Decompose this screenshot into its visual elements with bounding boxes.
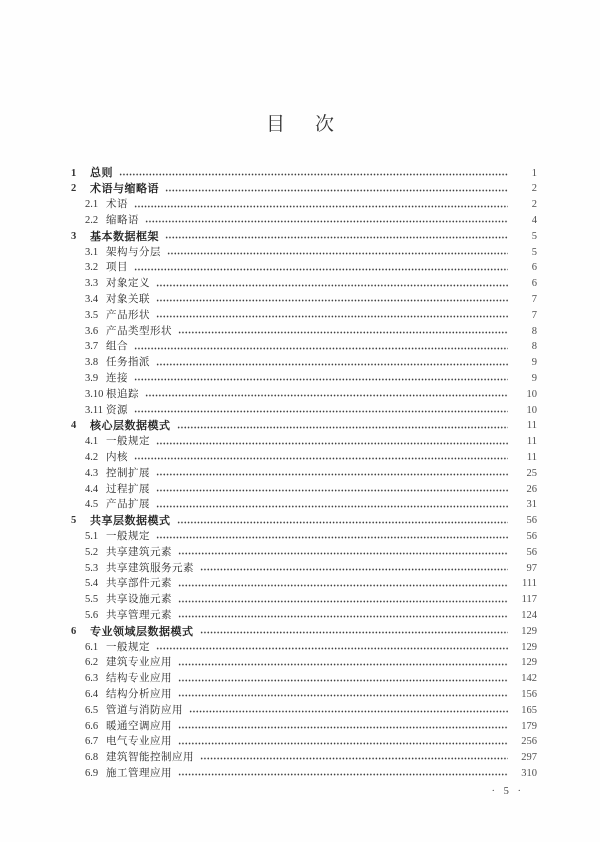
toc-entry-page: 11	[526, 451, 537, 463]
toc-entry	[71, 308, 537, 324]
toc-entry-page: 156	[521, 688, 537, 700]
toc-entry	[71, 766, 537, 782]
dot-leader	[156, 529, 508, 545]
toc-entry-page: 310	[521, 767, 537, 779]
toc-entry-label: 专业领域层数据模式	[90, 625, 194, 638]
toc-entry	[71, 340, 537, 356]
toc-entry	[71, 703, 537, 719]
toc-entry-number: 2.2	[85, 215, 99, 227]
toc-entry-number: 4.3	[85, 467, 99, 479]
toc-entry-number: 3.3	[85, 278, 99, 290]
toc-entry-label: 建筑智能控制应用	[106, 752, 194, 764]
toc-entry-label: 任务指派	[106, 357, 150, 369]
toc-entry-label: 总则	[90, 167, 113, 180]
dot-leader	[178, 577, 508, 593]
toc-entry	[71, 292, 537, 308]
page-title	[0, 109, 600, 136]
dot-leader	[178, 672, 508, 688]
toc-entry	[71, 403, 537, 419]
toc-entry-number: 6.8	[85, 752, 99, 764]
dot-leader	[156, 356, 508, 372]
toc-entry	[71, 577, 537, 593]
toc-entry-page: 31	[526, 499, 537, 511]
dot-leader	[119, 166, 508, 182]
toc-entry-label: 对象关联	[106, 294, 150, 306]
toc-entry-page: 25	[526, 467, 537, 479]
toc-entry	[71, 387, 537, 403]
toc-entry-page: 56	[526, 515, 537, 527]
toc-entry-label: 共享管理元素	[106, 609, 172, 621]
toc-entry-page: 6	[531, 262, 537, 274]
toc-entry-page: 26	[526, 483, 537, 495]
toc-entry-label: 根追踪	[106, 388, 139, 400]
toc-entry-number: 6.4	[85, 688, 99, 700]
dot-leader	[156, 308, 508, 324]
toc-entry-number: 4.4	[85, 483, 99, 495]
toc-entry-page: 5	[531, 246, 537, 258]
dot-leader	[134, 198, 508, 214]
toc-entry-number: 3.5	[85, 309, 99, 321]
toc-entry-number: 5.6	[85, 609, 99, 621]
toc-entry-page: 297	[521, 752, 537, 764]
toc-entry-number: 3.7	[85, 341, 99, 353]
toc-entry-label: 资源	[106, 404, 128, 416]
toc-entry-page: 4	[531, 215, 537, 227]
toc-entry-label: 建筑专业应用	[106, 657, 172, 669]
toc-entry	[71, 498, 537, 514]
toc-entry-page: 56	[526, 546, 537, 558]
toc-entry	[71, 356, 537, 372]
toc-entry	[71, 545, 537, 561]
toc-entry-number: 3.9	[85, 373, 99, 384]
toc-entry	[71, 245, 537, 261]
toc-entry-page: 7	[531, 309, 537, 321]
toc-entry-number: 3.8	[85, 357, 99, 369]
toc-entry-number: 5	[71, 515, 77, 527]
dot-leader	[200, 561, 508, 577]
dot-leader	[178, 608, 508, 624]
toc-entry-page: 2	[531, 199, 537, 211]
toc-entry-page: 7	[531, 294, 537, 306]
dot-leader	[134, 403, 508, 419]
toc-entry	[71, 750, 537, 766]
toc-entry-page: 129	[521, 657, 537, 669]
toc-entry-number: 6.7	[85, 736, 99, 748]
toc-entry-number: 5.3	[85, 562, 99, 574]
toc-entry-label: 核心层数据模式	[90, 420, 171, 433]
toc-entry-page: 142	[521, 673, 537, 685]
toc-entry-number: 3.2	[85, 262, 99, 274]
toc-entry-label: 管道与消防应用	[106, 704, 183, 716]
toc-entry-label: 产品形状	[106, 309, 150, 321]
toc-entry	[71, 482, 537, 498]
dot-leader	[178, 324, 508, 340]
toc-entry	[71, 656, 537, 672]
toc-entry-page: 165	[521, 704, 537, 716]
dot-leader	[167, 245, 508, 261]
dot-leader	[156, 498, 508, 514]
toc-entry-label: 术语与缩略语	[90, 183, 159, 196]
dot-leader	[178, 656, 508, 672]
toc-entry-number: 6.3	[85, 673, 99, 685]
toc-entry-number: 3	[71, 230, 77, 242]
toc-entry-label: 结构专业应用	[106, 673, 172, 685]
toc-entry	[71, 371, 537, 387]
dot-leader	[156, 292, 508, 308]
toc-entry-page: 9	[531, 373, 537, 384]
toc-entry-number: 4.1	[85, 436, 99, 448]
toc-entry	[71, 277, 537, 293]
toc-entry-page: 129	[521, 641, 537, 653]
dot-leader	[165, 229, 508, 245]
toc-entry	[71, 529, 537, 545]
toc-entry-number: 3.10	[85, 388, 104, 400]
toc-entry-number: 6.9	[85, 767, 99, 779]
dot-leader	[156, 435, 508, 451]
toc-entry-number: 5.1	[85, 530, 99, 542]
dot-leader	[200, 750, 508, 766]
dot-leader	[134, 261, 508, 277]
toc-entry-page: 5	[531, 230, 537, 242]
toc-entry-number: 4.5	[85, 499, 99, 511]
toc-entry-page: 111	[522, 578, 537, 590]
dot-leader	[145, 213, 508, 229]
dot-leader	[178, 719, 508, 735]
page-title-char-right: 次	[315, 114, 335, 135]
toc-entry	[71, 435, 537, 451]
toc-entry-label: 共享层数据模式	[90, 514, 171, 527]
toc-entry-number: 6	[71, 625, 77, 637]
toc-entry-label: 缩略语	[106, 215, 139, 227]
dot-leader	[165, 182, 508, 198]
toc-entry-number: 2.1	[85, 199, 99, 211]
dot-leader	[178, 687, 508, 703]
toc-entry	[71, 514, 537, 530]
toc-entry	[71, 419, 537, 435]
toc-entry	[71, 672, 537, 688]
toc-entry-number: 6.6	[85, 720, 99, 732]
toc-entry	[71, 624, 537, 640]
dot-leader	[156, 277, 508, 293]
toc-entry-label: 共享部件元素	[106, 578, 172, 590]
dot-leader	[156, 482, 508, 498]
toc-entry	[71, 166, 537, 182]
dot-leader	[134, 371, 508, 387]
toc-entry-page: 97	[526, 562, 537, 574]
toc-entry-label: 架构与分层	[106, 246, 161, 258]
dot-leader	[200, 624, 509, 640]
toc-entry-number: 4.2	[85, 451, 99, 463]
toc-entry-page: 10	[526, 404, 537, 416]
toc-entry-page: 10	[526, 388, 537, 400]
toc-entry-page: 179	[521, 720, 537, 732]
toc-entry-number: 1	[71, 167, 77, 179]
toc-entry	[71, 182, 537, 198]
toc-entry-number: 3.1	[85, 246, 99, 258]
toc-entry-page: 56	[526, 530, 537, 542]
toc-entry-label: 内核	[106, 451, 128, 463]
toc-entry-label: 共享设施元素	[106, 594, 172, 606]
page-title-char-left: 目	[265, 114, 285, 135]
toc-entry-label: 组合	[106, 341, 128, 353]
toc-entry-label: 术语	[106, 199, 128, 211]
toc-entry-label: 电气专业应用	[106, 736, 172, 748]
dot-leader	[156, 466, 508, 482]
toc-entry-label: 结构分析应用	[106, 688, 172, 700]
dot-leader	[178, 545, 508, 561]
dot-leader	[189, 703, 508, 719]
toc-entry-label: 施工管理应用	[106, 767, 172, 779]
toc-entry	[71, 261, 537, 277]
toc-entry	[71, 450, 537, 466]
dot-leader	[178, 766, 508, 782]
toc-entry-label: 对象定义	[106, 278, 150, 290]
dot-leader	[134, 340, 508, 356]
toc-list	[71, 166, 537, 782]
toc-entry	[71, 198, 537, 214]
toc-entry	[71, 229, 537, 245]
toc-entry-number: 6.2	[85, 657, 99, 669]
toc-entry-page: 129	[521, 625, 537, 637]
toc-entry-number: 5.5	[85, 594, 99, 606]
toc-entry-label: 过程扩展	[106, 483, 150, 495]
toc-entry-label: 一般规定	[106, 641, 150, 653]
toc-entry	[71, 608, 537, 624]
toc-entry-label: 一般规定	[106, 530, 150, 542]
toc-entry-page: 8	[531, 341, 537, 353]
toc-entry-number: 4	[71, 420, 77, 432]
toc-entry	[71, 687, 537, 703]
toc-entry-page: 1	[531, 167, 537, 179]
toc-entry	[71, 719, 537, 735]
toc-entry-number: 5.4	[85, 578, 99, 590]
toc-entry-number: 3.4	[85, 294, 99, 306]
page-number-footer: · 5 ·	[491, 786, 524, 797]
toc-entry	[71, 213, 537, 229]
toc-entry-label: 基本数据框架	[90, 230, 159, 243]
toc-entry-label: 控制扩展	[106, 467, 150, 479]
toc-entry-label: 共享建筑元素	[106, 546, 172, 558]
toc-entry-label: 项目	[106, 262, 128, 274]
toc-entry-number: 3.11	[85, 404, 103, 416]
toc-entry-label: 暖通空调应用	[106, 720, 172, 732]
dot-leader	[145, 387, 508, 403]
toc-entry-page: 9	[531, 357, 537, 369]
toc-entry-number: 6.1	[85, 641, 99, 653]
toc-entry-page: 11	[526, 420, 537, 432]
toc-entry-number: 3.6	[85, 325, 99, 337]
dot-leader	[177, 419, 509, 435]
toc-entry	[71, 561, 537, 577]
toc-entry-label: 产品扩展	[106, 499, 150, 511]
dot-leader	[178, 593, 508, 609]
toc-entry	[71, 324, 537, 340]
toc-entry	[71, 466, 537, 482]
toc-entry-page: 6	[531, 278, 537, 290]
toc-entry-page: 256	[521, 736, 537, 748]
toc-entry-page: 8	[531, 325, 537, 337]
toc-entry-number: 6.5	[85, 704, 99, 716]
toc-entry-label: 连接	[106, 373, 128, 384]
toc-entry	[71, 640, 537, 656]
toc-entry-number: 5.2	[85, 546, 99, 558]
toc-entry-page: 2	[531, 183, 537, 195]
toc-entry	[71, 593, 537, 609]
dot-leader	[178, 735, 508, 751]
dot-leader	[156, 640, 508, 656]
dot-leader	[177, 514, 509, 530]
toc-entry-page: 124	[521, 609, 537, 621]
toc-entry-page: 117	[521, 594, 537, 606]
toc-entry-number: 2	[71, 183, 77, 195]
toc-entry	[71, 735, 537, 751]
toc-entry-label: 共享建筑服务元素	[106, 562, 194, 574]
dot-leader	[134, 450, 508, 466]
toc-entry-label: 产品类型形状	[106, 325, 172, 337]
toc-entry-page: 11	[526, 436, 537, 448]
toc-entry-label: 一般规定	[106, 436, 150, 448]
